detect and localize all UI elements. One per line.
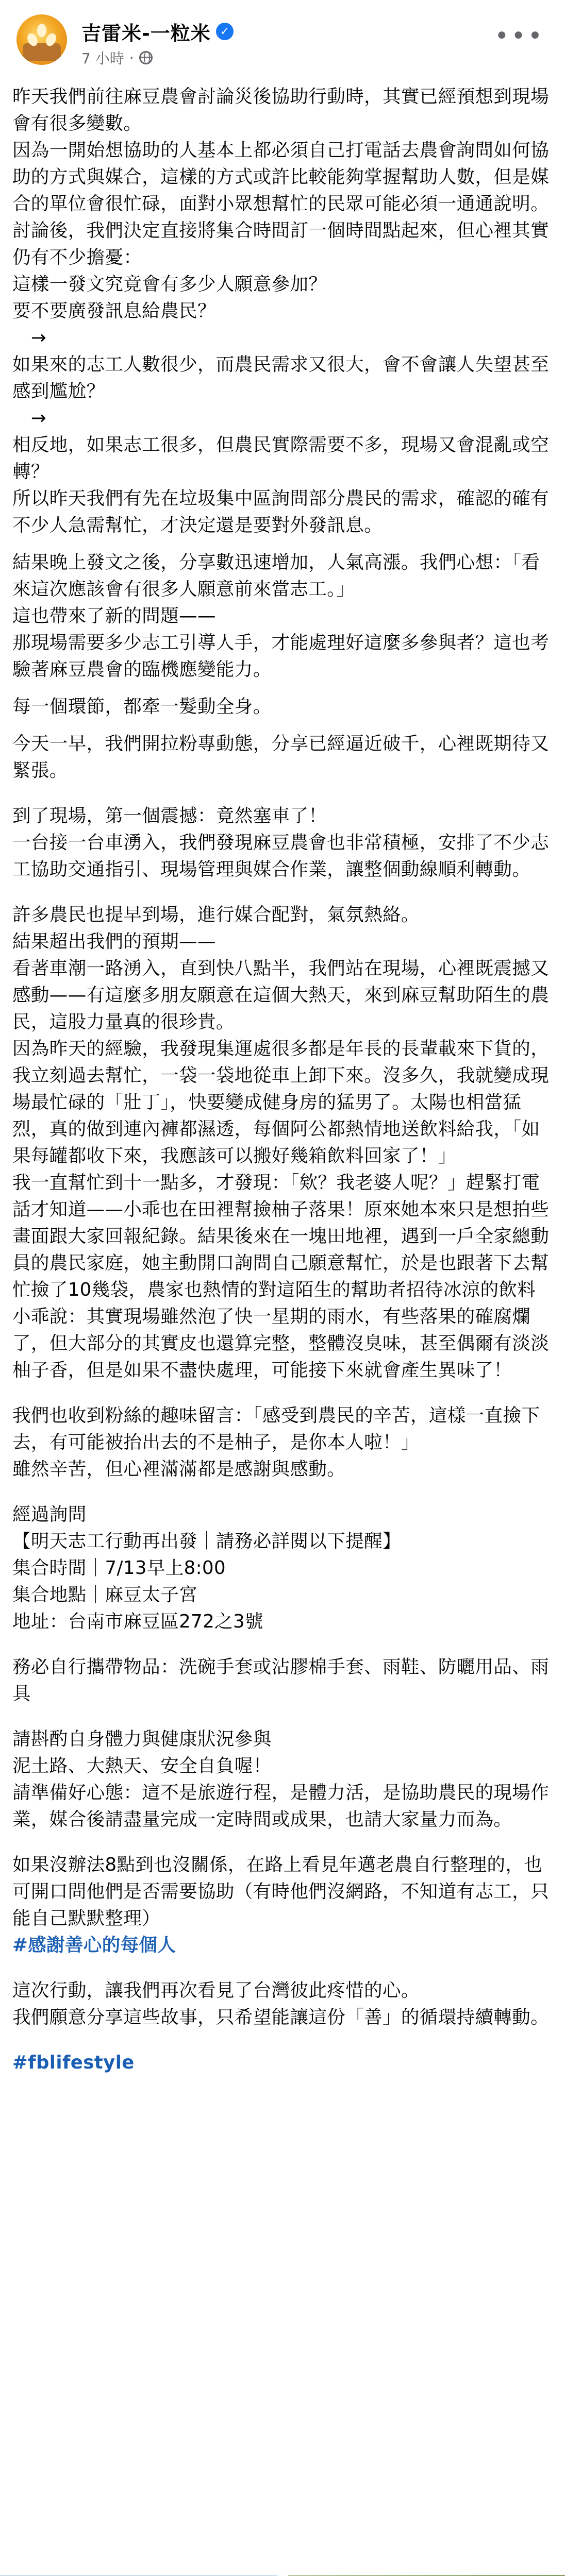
post-line: 一台接一台車湧入，我們發現麻豆農會也非常積極，安排了不少志工協助交通指引、現場管理與媒合作業，讓整個動線順利轉動。	[12, 832, 550, 880]
meet-address: 地址：台南市麻豆區272之3號	[12, 1611, 263, 1632]
post-line: 如果來的志工人數很少，而農民需求又很大，會不會讓人失望甚至感到尷尬？	[12, 354, 550, 402]
post-line: 要不要廣發訊息給農民？	[12, 300, 216, 321]
post-line: 如果沒辦法8點到也沒關係，在路上看見年邁老農自行整理的，也可開口問他們是否需要協助（有時他們沒網路，不知道有志工，只能自己默默整理）	[12, 1854, 550, 1929]
post-line: 昨天我們前往麻豆農會討論災後協助行動時，其實已經預想到現場會有很多變數。	[12, 86, 550, 134]
post-line: 這樣一發文究竟會有多少人願意參加？	[12, 274, 327, 295]
post-line: 到了現場，第一個震撼：竟然塞車了！	[12, 805, 327, 826]
post-line: 小乖說：其實現場雖然泡了快一星期的雨水，有些落果的確腐爛了，但大部分的其實皮也還算完整，整體沒臭味，甚至偶爾有淡淡柚子香，但是如果不盡快處理，可能接下來就會產生異味了！	[12, 1306, 550, 1381]
verified-badge-icon: ✓	[216, 23, 234, 40]
post-line: 這次行動，讓我們再次看見了台灣彼此疼惜的心。	[12, 1980, 420, 2001]
post-line: 務必自行攜帶物品：洗碗手套或沾膠棉手套、雨鞋、防曬用品、雨具	[12, 1656, 550, 1704]
post-body	[12, 83, 555, 2076]
public-globe-icon	[139, 51, 153, 64]
post-line: 經過詢問	[12, 1504, 87, 1525]
post-line: 雖然辛苦，但心裡滿滿都是感謝與感動。	[12, 1459, 346, 1480]
post-line: 我一直幫忙到十一點多，才發現：「欸？我老婆人呢？」趕緊打電話才知道——小乖也在田裡幫撿柚子落果！原來她本來只是想拍些畫面跟大家回報紀錄。結果後來在一塊田地裡，遇到一戶全家總動員的農民家庭，她主動開口詢問自己願意幫忙，於是也跟著下去幫忙撿了10幾袋，農家也熱情的對這陌生的幫助者招待冰涼的飲料	[12, 1172, 550, 1300]
more-dots-icon[interactable]: •••	[494, 22, 544, 50]
post-line: 我們也收到粉絲的趣味留言：「感受到農民的辛苦，這樣一直撿下去，有可能被抬出去的不是柚子，是你本人啦！」	[12, 1405, 540, 1453]
post-line: 泥土路、大熱天、安全自負喔！	[12, 1755, 272, 1776]
post-line: 那現場需要多少志工引導人手，才能處理好這麼多參與者？這也考驗著麻豆農會的臨機應變能力。	[12, 632, 550, 680]
avatar[interactable]	[16, 14, 67, 65]
arrow-line: →	[12, 327, 47, 348]
post-line: 討論後，我們決定直接將集合時間訂一個時間點起來，但心裡其實仍有不少擔憂：	[12, 220, 550, 268]
post-time[interactable]: 7 小時	[81, 50, 124, 67]
post-line: 結果晚上發文之後，分享數迅速增加，人氣高漲。我們心想：「看來這次應該會有很多人願意前來當志工。」	[12, 552, 540, 600]
meet-place: 集合地點｜麻豆太子宮	[12, 1584, 198, 1605]
arrow-line: →	[12, 408, 47, 429]
post-header: 吉雷米-一粒米 ✓ 7 小時 · •••	[0, 0, 565, 77]
post-line: 我們願意分享這些故事，只希望能讓這份「善」的循環持續轉動。	[12, 2007, 550, 2028]
post-line: 所以昨天我們有先在垃圾集中區詢問部分農民的需求，確認的確有不少人急需幫忙，才決定還是要對外發訊息。	[12, 488, 550, 536]
post-line: 看著車潮一路湧入，直到快八點半，我們站在現場，心裡既震撼又感動——有這麼多朋友願意在這個大熱天，來到麻豆幫助陌生的農民，這股力量真的很珍貴。	[12, 958, 550, 1032]
post-line: 今天一早，我們開拉粉專動態，分享已經逼近破千，心裡既期待又緊張。	[12, 733, 550, 781]
post-line: 結果超出我們的預期——	[12, 931, 216, 952]
post-line: 請斟酌自身體力與健康狀況參與	[12, 1728, 272, 1750]
post-line: 因為一開始想協助的人基本上都必須自己打電話去農會詢問如何協助的方式與媒合，這樣的方式或許比較能夠掌握幫助人數，但是媒合的單位會很忙碌，面對小眾想幫忙的民眾可能必須一通通說明。	[12, 140, 550, 214]
post-line: 請準備好心態：這不是旅遊行程，是體力活，是協助農民的現場作業，媒合後請盡量完成一定時間或成果，也請大家量力而為。	[12, 1782, 550, 1830]
post-line: 許多農民也提早到場，進行媒合配對，氣氛熱絡。	[12, 904, 420, 925]
post-line: 每一個環節，都牽一髮動全身。	[12, 696, 272, 717]
hashtag-link[interactable]: #感謝善心的每個人	[12, 1935, 176, 1956]
author-name[interactable]: 吉雷米-一粒米	[81, 22, 211, 45]
hashtag-fblifestyle[interactable]: #fblifestyle	[12, 2052, 135, 2073]
meet-time: 集合時間｜7/13早上8:00	[12, 1557, 226, 1579]
post-line: 因為昨天的經驗，我發現集運處很多都是年長的長輩載來下貨的，我立刻過去幫忙，一袋一袋地從車上卸下來。沒多久，我就變成現場最忙碌的「壯丁」，快要變成健身房的猛男了。太陽也相當猛烈，真的做到連內褲都濕透，每個阿公都熱情地送飲料給我，「如果每罐都收下來，我應該可以搬好幾箱飲料回家了！」	[12, 1038, 550, 1166]
post-line: 這也帶來了新的問題——	[12, 605, 216, 626]
post-line: 相反地，如果志工很多，但農民實際需要不多，現場又會混亂或空轉？	[12, 434, 550, 482]
notice-title: 【明天志工行動再出發｜請務必詳閱以下提醒】	[12, 1531, 401, 1552]
